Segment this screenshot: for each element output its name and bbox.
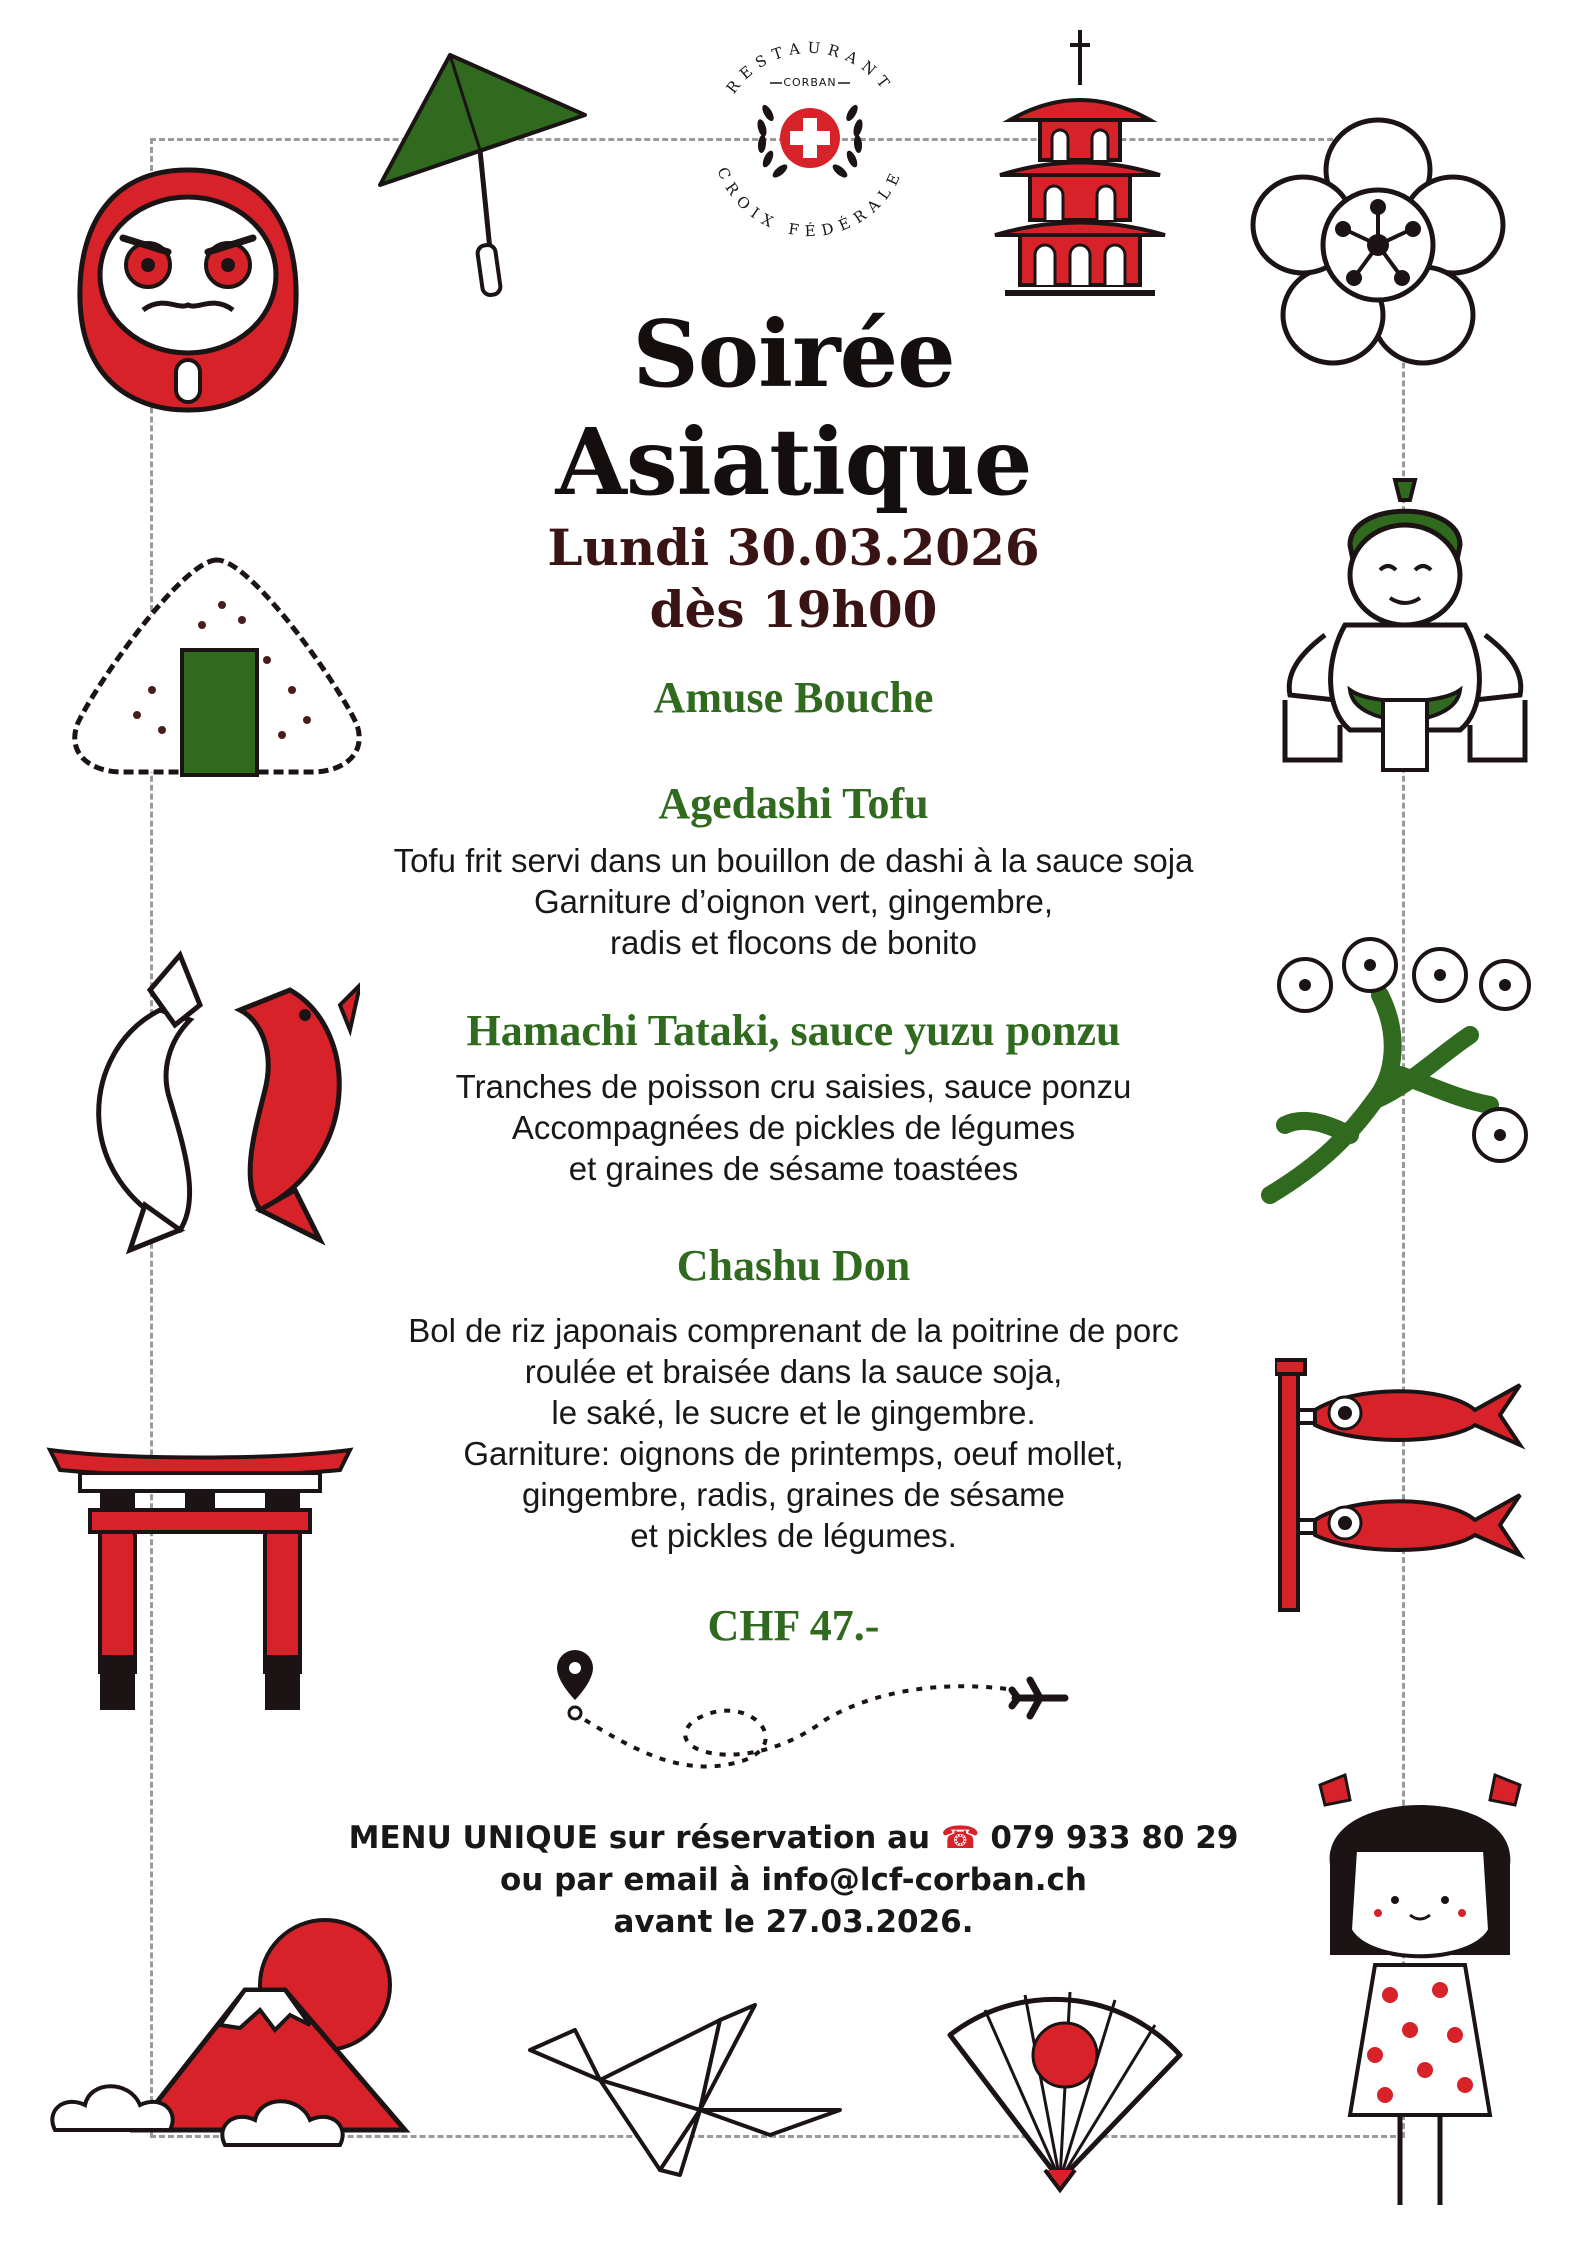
dish-3-line: roulée et braisée dans la sauce soja, [524,1353,1063,1390]
dish-3-line: Bol de riz japonais comprenant de la poitrine de porc [408,1312,1179,1349]
date-line-1: Lundi 30.03.2026 [547,518,1040,577]
pagoda-icon [990,25,1170,305]
dish-3-line: le saké, le sucre et le gingembre. [551,1394,1036,1431]
menu-price: CHF 47.- [707,1601,880,1650]
reservation-email-line[interactable]: ou par email à info@lcf-corban.ch [499,1862,1087,1898]
svg-text:CROIX FÉDÉRALE [713,164,906,240]
page-title [0,300,1587,516]
dish-3-description [0,1310,1587,1556]
logo-name: CORBAN [783,76,837,89]
logo-top-text: RESTAURANT [722,38,898,97]
event-date [0,517,1587,641]
dish-1-name: Agedashi Tofu [658,779,929,828]
dish-3-line: et pickles de légumes. [630,1517,957,1554]
airplane-icon [1012,1680,1065,1716]
dish-1-description [0,840,1587,963]
dish-1-line: radis et flocons de bonito [610,924,977,961]
restaurant-logo [690,18,930,258]
travel-route-icon [545,1640,1085,1800]
logo-bottom-text: CROIX FÉDÉRALE [713,164,907,241]
dish-2-line: et graines de sésame toastées [568,1150,1019,1187]
dish-1-line: Tofu frit servi dans un bouillon de dashi à la sauce soja [393,842,1194,879]
reservation-info [0,1817,1587,1943]
reservation-line-1 [0,1817,1587,1859]
date-line-2: dès 19h00 [649,580,938,639]
dish-3-line: Garniture: oignons de printemps, oeuf mollet, [463,1435,1124,1472]
amuse-bouche-heading: Amuse Bouche [653,673,934,722]
dish-3-line: gingembre, radis, graines de sésame [522,1476,1065,1513]
dish-2-description [0,1066,1587,1189]
reservation-prefix: MENU UNIQUE sur réservation au [348,1820,931,1856]
dish-2-line: Accompagnées de pickles de légumes [511,1109,1076,1146]
phone-number[interactable]: 079 933 80 29 [990,1820,1239,1856]
phone-icon: ☎ [940,1820,980,1856]
swiss-cross-icon [780,108,840,168]
folding-fan-icon [930,1975,1190,2195]
mount-fuji-icon [45,1910,425,2170]
umbrella-icon [360,40,590,320]
paper-crane-icon [520,2000,850,2180]
dish-2-line: Tranches de poisson cru saisies, sauce ponzu [455,1068,1132,1105]
dish-3-name: Chashu Don [676,1241,911,1290]
title-line-2: Asiatique [555,408,1032,516]
reservation-deadline: avant le 27.03.2026. [613,1904,974,1940]
dish-1-line: Garniture d’oignon vert, gingembre, [533,883,1054,920]
title-line-1: Soirée [632,300,955,408]
dish-2-name: Hamachi Tataki, sauce yuzu ponzu [466,1006,1121,1055]
